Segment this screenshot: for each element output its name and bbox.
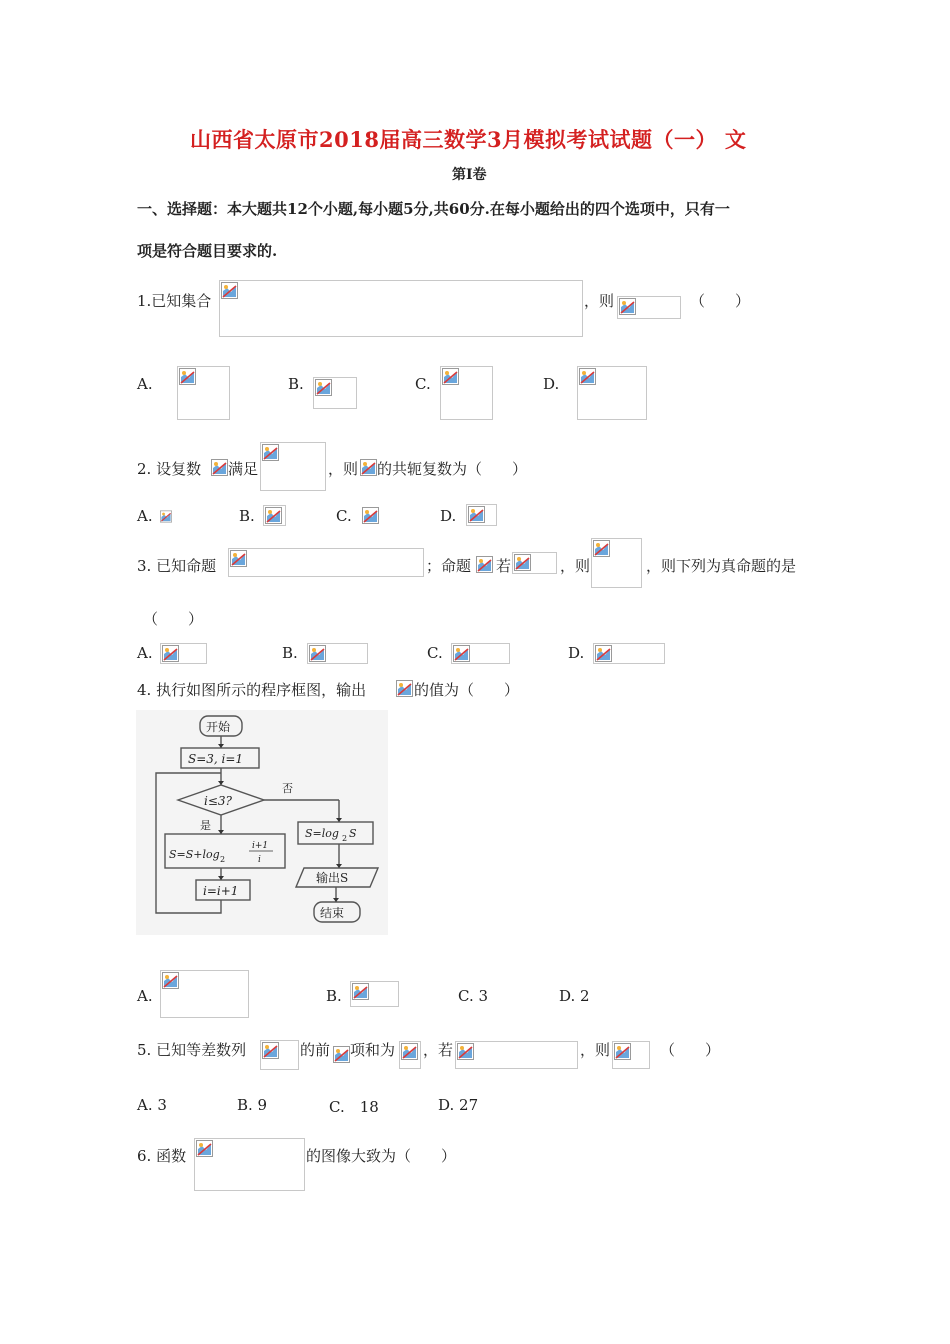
q3-opt-c: C. (427, 644, 443, 662)
q5-if: ，若 (423, 1041, 454, 1059)
q2-opt-a: A. (137, 507, 153, 525)
broken-image-icon (614, 1043, 631, 1060)
broken-image-icon (211, 459, 228, 476)
q3-then-image (591, 538, 642, 588)
q5-sum-image (399, 1041, 421, 1069)
q1-opt-b: B. (288, 375, 304, 393)
q3-opt-a: A. (137, 644, 153, 662)
q4-opt-d: D. 2 (559, 987, 590, 1005)
q6-stem: 6. 函数 (137, 1147, 187, 1165)
q2-opt-b-image (263, 505, 286, 526)
q1-opt-b-image (313, 377, 357, 409)
broken-image-icon (468, 506, 485, 523)
broken-image-icon (196, 1140, 213, 1157)
flow-end-label: 结束 (320, 906, 345, 920)
q1-opt-d-image (577, 366, 647, 420)
broken-image-icon (457, 1043, 474, 1060)
flow-assign-prefix: S=log (305, 827, 339, 840)
broken-image-icon (265, 507, 282, 524)
q1-then: ，则 (584, 292, 615, 310)
q3-stem: 3. 已知命题 (137, 557, 217, 575)
q5-paren: （ ） (660, 1041, 721, 1059)
broken-image-icon (401, 1043, 418, 1060)
q5-stem: 5. 已知等差数列 (137, 1041, 247, 1059)
flowchart (136, 710, 388, 935)
q5-opt-b: B. 9 (237, 1096, 268, 1114)
q3-opt-b: B. (282, 644, 298, 662)
flow-body-sub: 2 (220, 855, 226, 864)
q1-paren: （ ） (690, 292, 751, 310)
q5-front: 的前 (300, 1041, 331, 1059)
q5-then: ，则 (580, 1041, 611, 1059)
broken-image-icon (362, 507, 379, 524)
q5-then-image (612, 1041, 650, 1069)
broken-image-icon (360, 459, 377, 476)
q5-cond-image (455, 1041, 578, 1069)
broken-image-icon (315, 379, 332, 396)
flow-yes-label: 是 (200, 819, 211, 832)
broken-image-icon (619, 298, 636, 315)
q3-opt-c-image (451, 643, 510, 664)
broken-image-icon (514, 554, 531, 571)
q4-opt-a-image (160, 970, 249, 1018)
q1-opt-c-image (440, 366, 493, 420)
flow-body-prefix: S=S+log (169, 848, 220, 861)
broken-image-icon (453, 645, 470, 662)
q2-satisfy: 满足 (228, 460, 259, 478)
broken-image-icon (179, 368, 196, 385)
section-heading-line1: 一、选择题：本大题共12个小题,每小题5分,共60分.在每小题给出的四个选项中，只有一 (137, 200, 730, 218)
q5-seq-image (260, 1040, 299, 1070)
flow-assign-sub: 2 (342, 834, 348, 843)
volume-heading: 第I卷 (452, 167, 487, 183)
broken-image-icon (333, 1046, 350, 1063)
q4-tail: 的值为（ ） (414, 681, 520, 699)
q3-tail: ，则下列为真命题的是 (646, 557, 797, 575)
q5-opt-c: C. 18 (329, 1098, 379, 1116)
section-heading-line2: 项是符合题目要求的. (137, 242, 278, 260)
q2-then: ，则 (328, 460, 359, 478)
q5-sum: 项和为 (350, 1041, 396, 1059)
q3-opt-b-image (307, 643, 368, 664)
q3-opt-a-image (160, 643, 207, 664)
q3-if: 若 (496, 557, 512, 575)
flow-increment-label: i=i+1 (203, 884, 239, 898)
q2-opt-d-image (466, 504, 497, 526)
q1-opt-d: D. (543, 375, 560, 393)
flow-condition-label: i≤3? (204, 794, 232, 808)
q2-opt-c: C. (336, 507, 352, 525)
q3-paren: （ ） (143, 610, 204, 628)
flow-frac-den: i (258, 855, 261, 865)
q3-opt-d: D. (568, 644, 585, 662)
q3-p-image (228, 548, 424, 577)
flow-init-label: S=3, i=1 (188, 752, 244, 766)
broken-image-icon (160, 508, 172, 525)
q3-opt-d-image (593, 643, 665, 664)
q1-set-image (219, 280, 583, 337)
broken-image-icon (230, 550, 247, 567)
q1-opt-c: C. (415, 375, 431, 393)
q4-stem: 4. 执行如图所示的程序框图，输出 (137, 681, 367, 699)
broken-image-icon (221, 282, 238, 299)
q4-opt-b: B. (326, 987, 342, 1005)
q2-cond-image (260, 442, 326, 491)
q6-tail: 的图像大致为（ ） (306, 1147, 457, 1165)
flow-frac-num: i+1 (252, 841, 269, 851)
q6-func-image (194, 1138, 305, 1191)
q1-opt-a-image (177, 366, 230, 420)
broken-image-icon (309, 645, 326, 662)
broken-image-icon (162, 645, 179, 662)
q2-opt-d: D. (440, 507, 457, 525)
broken-image-icon (595, 645, 612, 662)
broken-image-icon (476, 556, 493, 573)
broken-image-icon (593, 540, 610, 557)
flow-output-label: 输出S (316, 871, 349, 885)
broken-image-icon (352, 983, 369, 1000)
broken-image-icon (162, 972, 179, 989)
flow-assign-var: S (349, 827, 357, 840)
flow-start-label: 开始 (206, 720, 231, 734)
q2-tail: 的共轭复数为（ ） (377, 460, 528, 478)
q2-stem: 2. 设复数 (137, 460, 202, 478)
broken-image-icon (262, 444, 279, 461)
broken-image-icon (442, 368, 459, 385)
q1-expr-image (617, 296, 681, 319)
q4-opt-c: C. 3 (458, 987, 489, 1005)
flow-no-label: 否 (282, 782, 293, 795)
q1-stem: 1.已知集合 (137, 292, 212, 310)
broken-image-icon (396, 680, 413, 697)
q1-opt-a: A. (137, 375, 153, 393)
q5-opt-d: D. 27 (438, 1096, 479, 1114)
broken-image-icon (262, 1042, 279, 1059)
q4-opt-a: A. (137, 987, 153, 1005)
q2-opt-b: B. (239, 507, 255, 525)
q3-then: ，则 (560, 557, 591, 575)
q5-opt-a: A. 3 (137, 1096, 167, 1114)
broken-image-icon (579, 368, 596, 385)
q3-if-image (512, 552, 557, 574)
q3-semi: ；命题 (426, 557, 472, 575)
doc-title: 山西省太原市2018届高三数学3月模拟考试试题（一） 文 (190, 127, 747, 152)
q4-opt-b-image (350, 981, 399, 1007)
